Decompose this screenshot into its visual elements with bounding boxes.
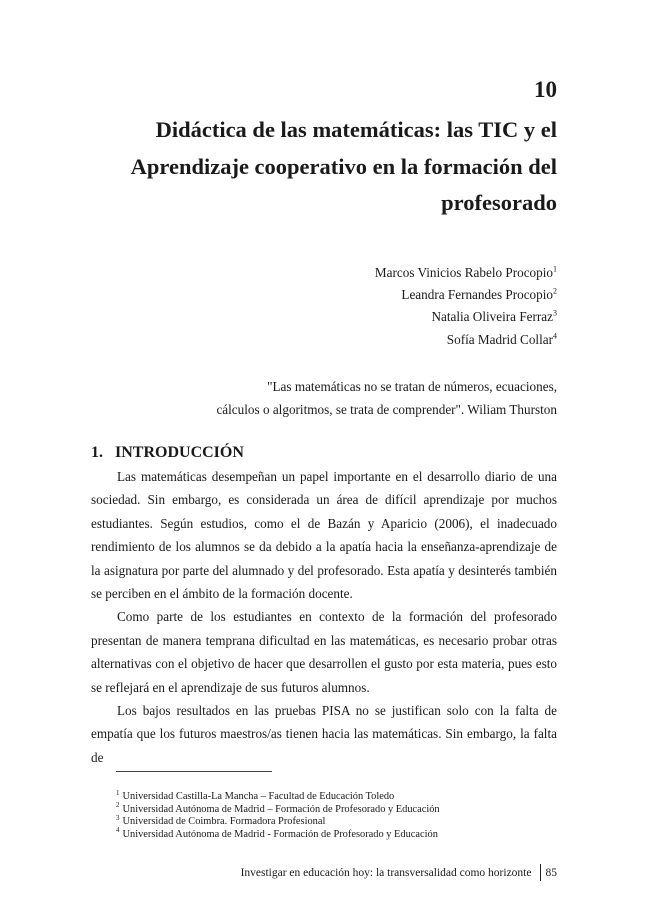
footnote-mark: 1 [116,788,120,797]
epigraph-line: cálculos o algoritmos, se trata de comprender". Wiliam Thurston [216,401,557,417]
author-name: Leandra Fernandes Procopio [401,287,553,303]
chapter-number: 10 [534,77,557,102]
book-title: Investigar en educación hoy: la transversalidad como horizonte [240,866,532,879]
author-list [375,262,557,351]
epigraph [157,376,557,421]
footnote-mark: 2 [116,801,120,810]
author-line [375,284,557,306]
footnote-divider [116,771,272,772]
body-text [91,465,557,769]
page-number: 85 [545,866,557,879]
author-name: Natalia Oliveira Ferraz [431,309,553,325]
footnote-mark: 3 [116,813,120,822]
section-heading [91,443,244,463]
paragraph: Las matemáticas desempeñan un papel importante en el desarrollo diario de una sociedad. Sin embargo, es considerada un área de difícil aprendizaje por muchos estudiantes. Según estudios, como el de Bazán y Aparicio (2006), el inadecuado rendimiento de los alumnos se da debido a la apatía hacia la enseñanza-aprendizaje de la asignatura por parte del alumnado y del profesorado. Esta apatía y desinterés también se perciben en el ámbito de la formación docente. [91,469,557,602]
footnote-text: Universidad Castilla-La Mancha – Facultad de Educación Toledo [122,791,395,802]
paragraph: Como parte de los estudiantes en contexto de la formación del profesorado presentan de manera temprana dificultad en las matemáticas, es necesario probar otras alternativas con el objetivo de hacer que desarrollen el gusto por esta materia, pues esto se reflejará en el aprendizaje de sus futuros alumnos. [91,609,557,695]
footer-separator [540,864,541,881]
footnotes [116,788,440,841]
section-number: 1. [91,444,103,461]
footnote-text: Universidad de Coimbra. Formadora Profesional [122,816,326,828]
paragraph: Los bajos resultados en las pruebas PISA no se justifican solo con la falta de empatía que los futuros maestros/as tienen hacia las matemáticas. Sin embargo, la falta de [91,703,557,765]
footnote-text: Universidad Autónoma de Madrid - Formación de Profesorado y Educación [122,828,438,840]
footnote [116,788,440,804]
author-footnote-mark: 3 [553,309,557,319]
author-name: Sofía Madrid Collar [446,331,553,347]
author-line [375,306,557,328]
author-footnote-mark: 2 [553,286,557,296]
footnote-text: Universidad Autónoma de Madrid – Formación de Profesorado y Educación [122,803,440,815]
epigraph-line: "Las matemáticas no se tratan de números, ecuaciones, [267,379,557,394]
chapter-title: Didáctica de las matemáticas: las TIC y el Aprendizaje cooperativo en la formación del profesorado [130,117,557,215]
author-footnote-mark: 1 [553,264,557,274]
section-title: INTRODUCCIÓN [115,444,244,461]
author-line [375,329,557,351]
footnote [116,801,440,817]
footnote-mark: 4 [116,826,120,835]
footnote [116,813,440,829]
page-footer [241,864,557,881]
author-footnote-mark: 4 [553,331,557,341]
author-name: Marcos Vinicios Rabelo Procopio [374,265,553,280]
author-line [375,262,557,284]
footnote [116,826,440,842]
